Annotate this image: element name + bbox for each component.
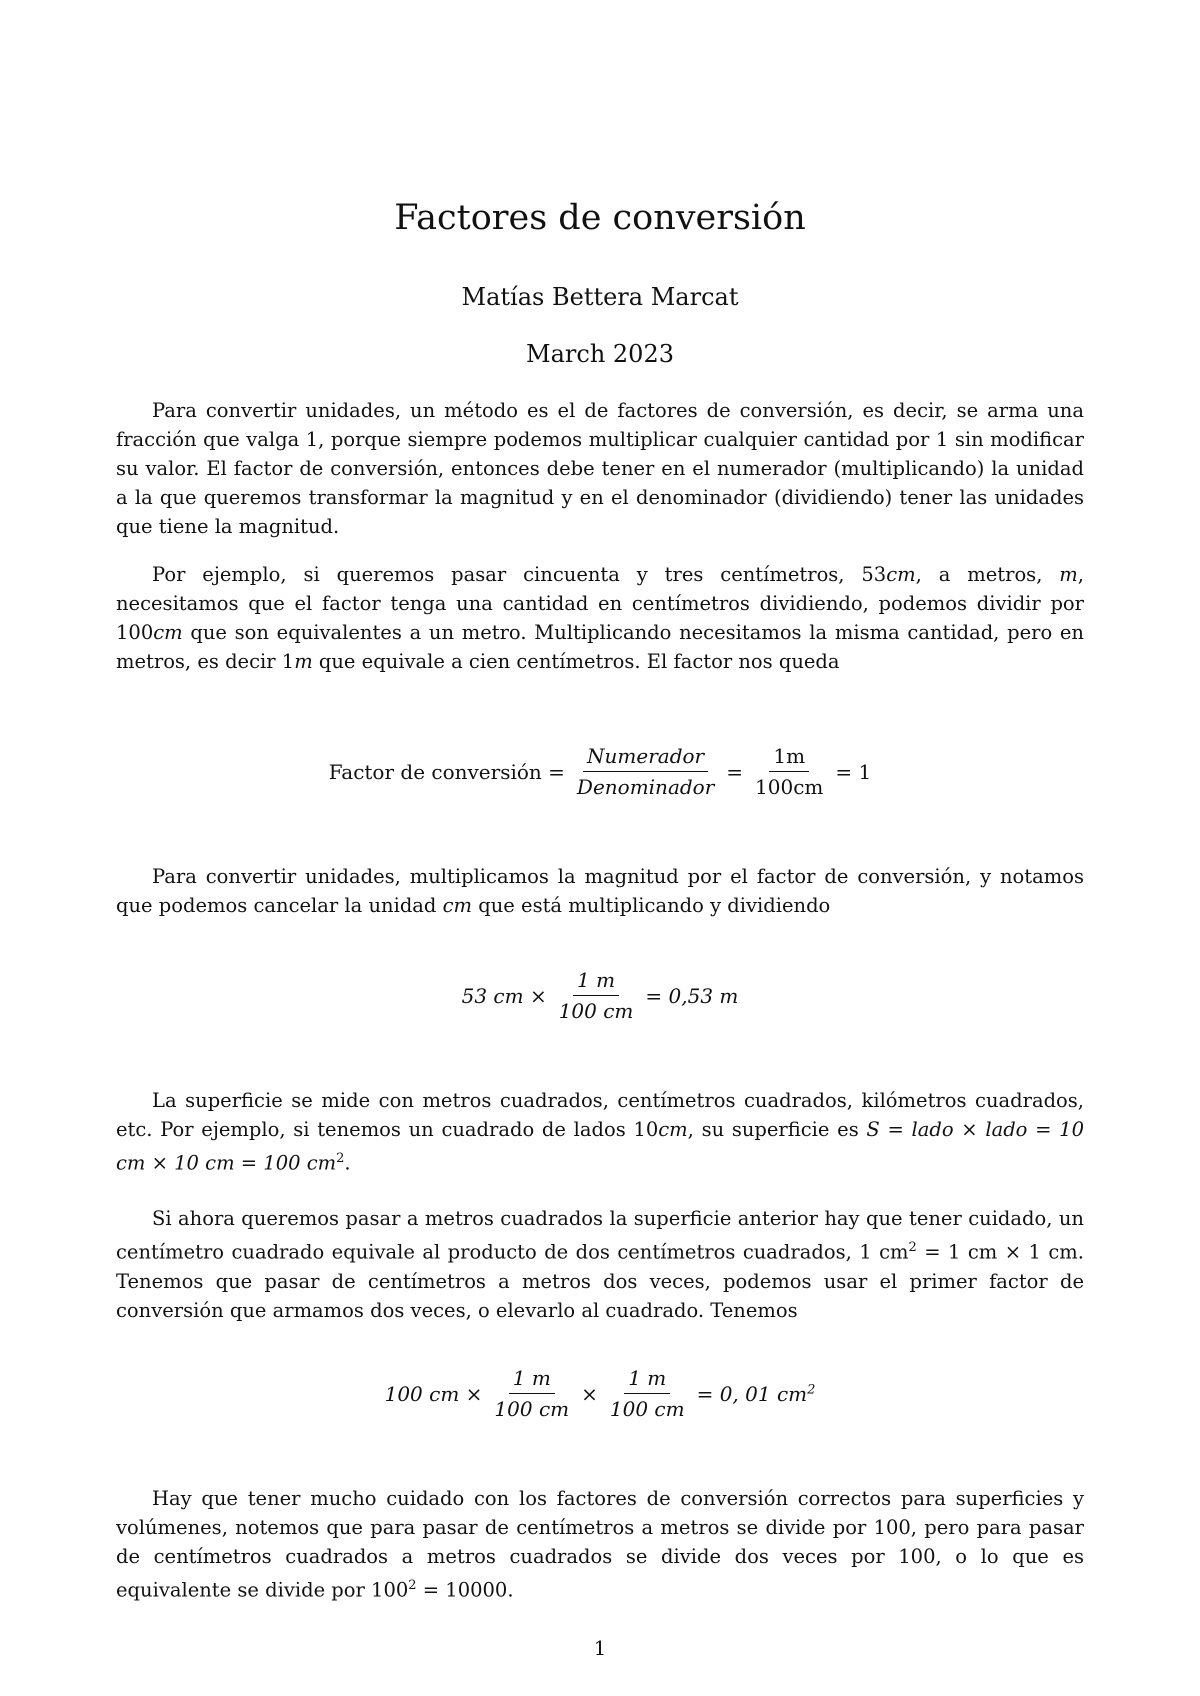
eq1-fraction-2	[751, 744, 827, 799]
p6-exponent: 2	[408, 1578, 417, 1593]
eq1-frac2-denominator: 100cm	[755, 775, 824, 799]
paragraph-multiply	[116, 862, 1084, 920]
p5-text-b: = 1 cm × 1 cm. Tenemos que pasar de centímetros a metros dos veces, podemos usar el primer factor de conversión que armamos dos veces, o elevarlo al cuadrado. Tenemos	[116, 1240, 1084, 1322]
eq3-fraction-2	[606, 1366, 689, 1421]
document-author: Matías Bettera Marcat	[461, 283, 739, 311]
paragraph-surface	[116, 1086, 1084, 1178]
p2-unit-m-1: m	[1059, 563, 1078, 586]
eq3-frac2-denominator: 100 cm	[609, 1397, 685, 1421]
p6-text-a: Hay que tener mucho cuidado con los factores de conversión correctos para superficies y volúmenes, notemos que para pasar de centímetros a metros se divide por 100, pero para pasar de centímetros cuadrados a metros cuadrados se divide dos veces por 100, o lo que es equivalente se divide por 100	[116, 1487, 1084, 1602]
eq3-frac1-denominator: 100 cm	[494, 1397, 570, 1421]
eq1-equals: =	[726, 759, 744, 784]
page-number: 1	[593, 1636, 607, 1660]
eq3-fraction-1	[490, 1366, 573, 1421]
document-date: March 2023	[526, 340, 674, 368]
p6-text-b: = 10000.	[416, 1578, 514, 1602]
eq3-frac1-numerator: 1 m	[509, 1366, 555, 1394]
p2-unit-m-2: m	[294, 650, 313, 673]
p2-text-a: Por ejemplo, si queremos pasar cincuenta y tres centímetros, 53	[152, 563, 887, 586]
equation-factor	[0, 744, 1200, 799]
eq2-lhs: 53 cm ×	[461, 983, 547, 1008]
p3-text-b: que está multiplicando y dividiendo	[472, 894, 831, 917]
p4-text-d: .	[344, 1151, 351, 1175]
eq2-numerator: 1 m	[573, 968, 619, 996]
p2-unit-cm-1: cm	[886, 563, 916, 586]
p4-unit-cm: cm	[658, 1118, 688, 1141]
p5-text-a: Si ahora queremos pasar a metros cuadrados la superficie anterior hay que tener cuidado, un centímetro cuadrado equivale al producto de dos centímetros cuadrados, 1 cm	[116, 1207, 1084, 1264]
p3-text-a: Para convertir unidades, multiplicamos la magnitud por el factor de conversión, y notamos que podemos cancelar la unidad	[116, 865, 1084, 917]
p5-exponent: 2	[908, 1240, 917, 1255]
p4-formula: S = lado × lado =	[866, 1118, 1052, 1141]
eq3-frac2-numerator: 1 m	[624, 1366, 670, 1394]
p4-exponent: 2	[336, 1151, 345, 1166]
paragraph-intro	[116, 396, 1084, 541]
eq1-fraction-1	[573, 744, 718, 799]
paragraph-intro-text: Para convertir unidades, un método es el de factores de conversión, es decir, se arma una fracción que valga 1, porque siempre podemos multiplicar cualquier cantidad por 1 sin modificar su valor. El factor de conversión, entonces debe tener en el numerador (multiplicando) la unidad a la que queremos transformar la magnitud y en el denominador (dividiendo) tener las unidades que tiene la magnitud.	[116, 399, 1084, 538]
eq3-times: ×	[581, 1381, 598, 1406]
p2-text-d: que son equivalentes a un metro. Multiplicando necesitamos la misma cantidad, pero en metros, es decir 1	[116, 621, 1084, 673]
eq2-fraction	[555, 968, 638, 1023]
eq1-frac1-numerator: Numerador	[583, 744, 708, 772]
p4-text-c: 10 cm × 10 cm = 100 cm	[116, 1118, 1084, 1175]
eq3-rhs	[697, 1382, 816, 1406]
p2-text-e: que equivale a cien centímetros. El factor nos queda	[312, 650, 840, 673]
eq3-lhs: 100 cm ×	[384, 1381, 483, 1406]
p3-unit-cm: cm	[442, 894, 473, 917]
equation-53cm	[0, 968, 1200, 1023]
eq3-rhs-exponent: 2	[807, 1381, 816, 1397]
document-title: Factores de conversión	[394, 198, 806, 238]
eq2-rhs: = 0,53 m	[645, 983, 739, 1008]
paragraph-square-meters	[116, 1204, 1084, 1325]
eq1-lhs: Factor de conversión =	[328, 759, 565, 784]
p4-text-b: , su superficie es	[687, 1118, 867, 1141]
p4-text-a: La superficie se mide con metros cuadrados, centímetros cuadrados, kilómetros cuadrados, etc. Por ejemplo, si tenemos un cuadrado de lados 10	[116, 1089, 1084, 1141]
eq1-rhs: = 1	[835, 759, 872, 784]
p2-unit-cm-2: cm	[153, 621, 183, 644]
eq1-frac2-numerator: 1m	[769, 744, 809, 772]
eq1-frac1-denominator: Denominador	[576, 775, 715, 799]
eq2-denominator: 100 cm	[558, 999, 634, 1023]
p2-text-b: , a metros,	[915, 563, 1060, 586]
paragraph-caution	[116, 1484, 1084, 1605]
p2-text-c: , necesitamos que el factor tenga una cantidad en centímetros dividiendo, podemos dividir por 100	[116, 563, 1084, 644]
equation-100cm	[0, 1366, 1200, 1421]
paragraph-example	[116, 560, 1084, 676]
eq3-rhs-text: = 0, 01 cm	[696, 1381, 808, 1406]
